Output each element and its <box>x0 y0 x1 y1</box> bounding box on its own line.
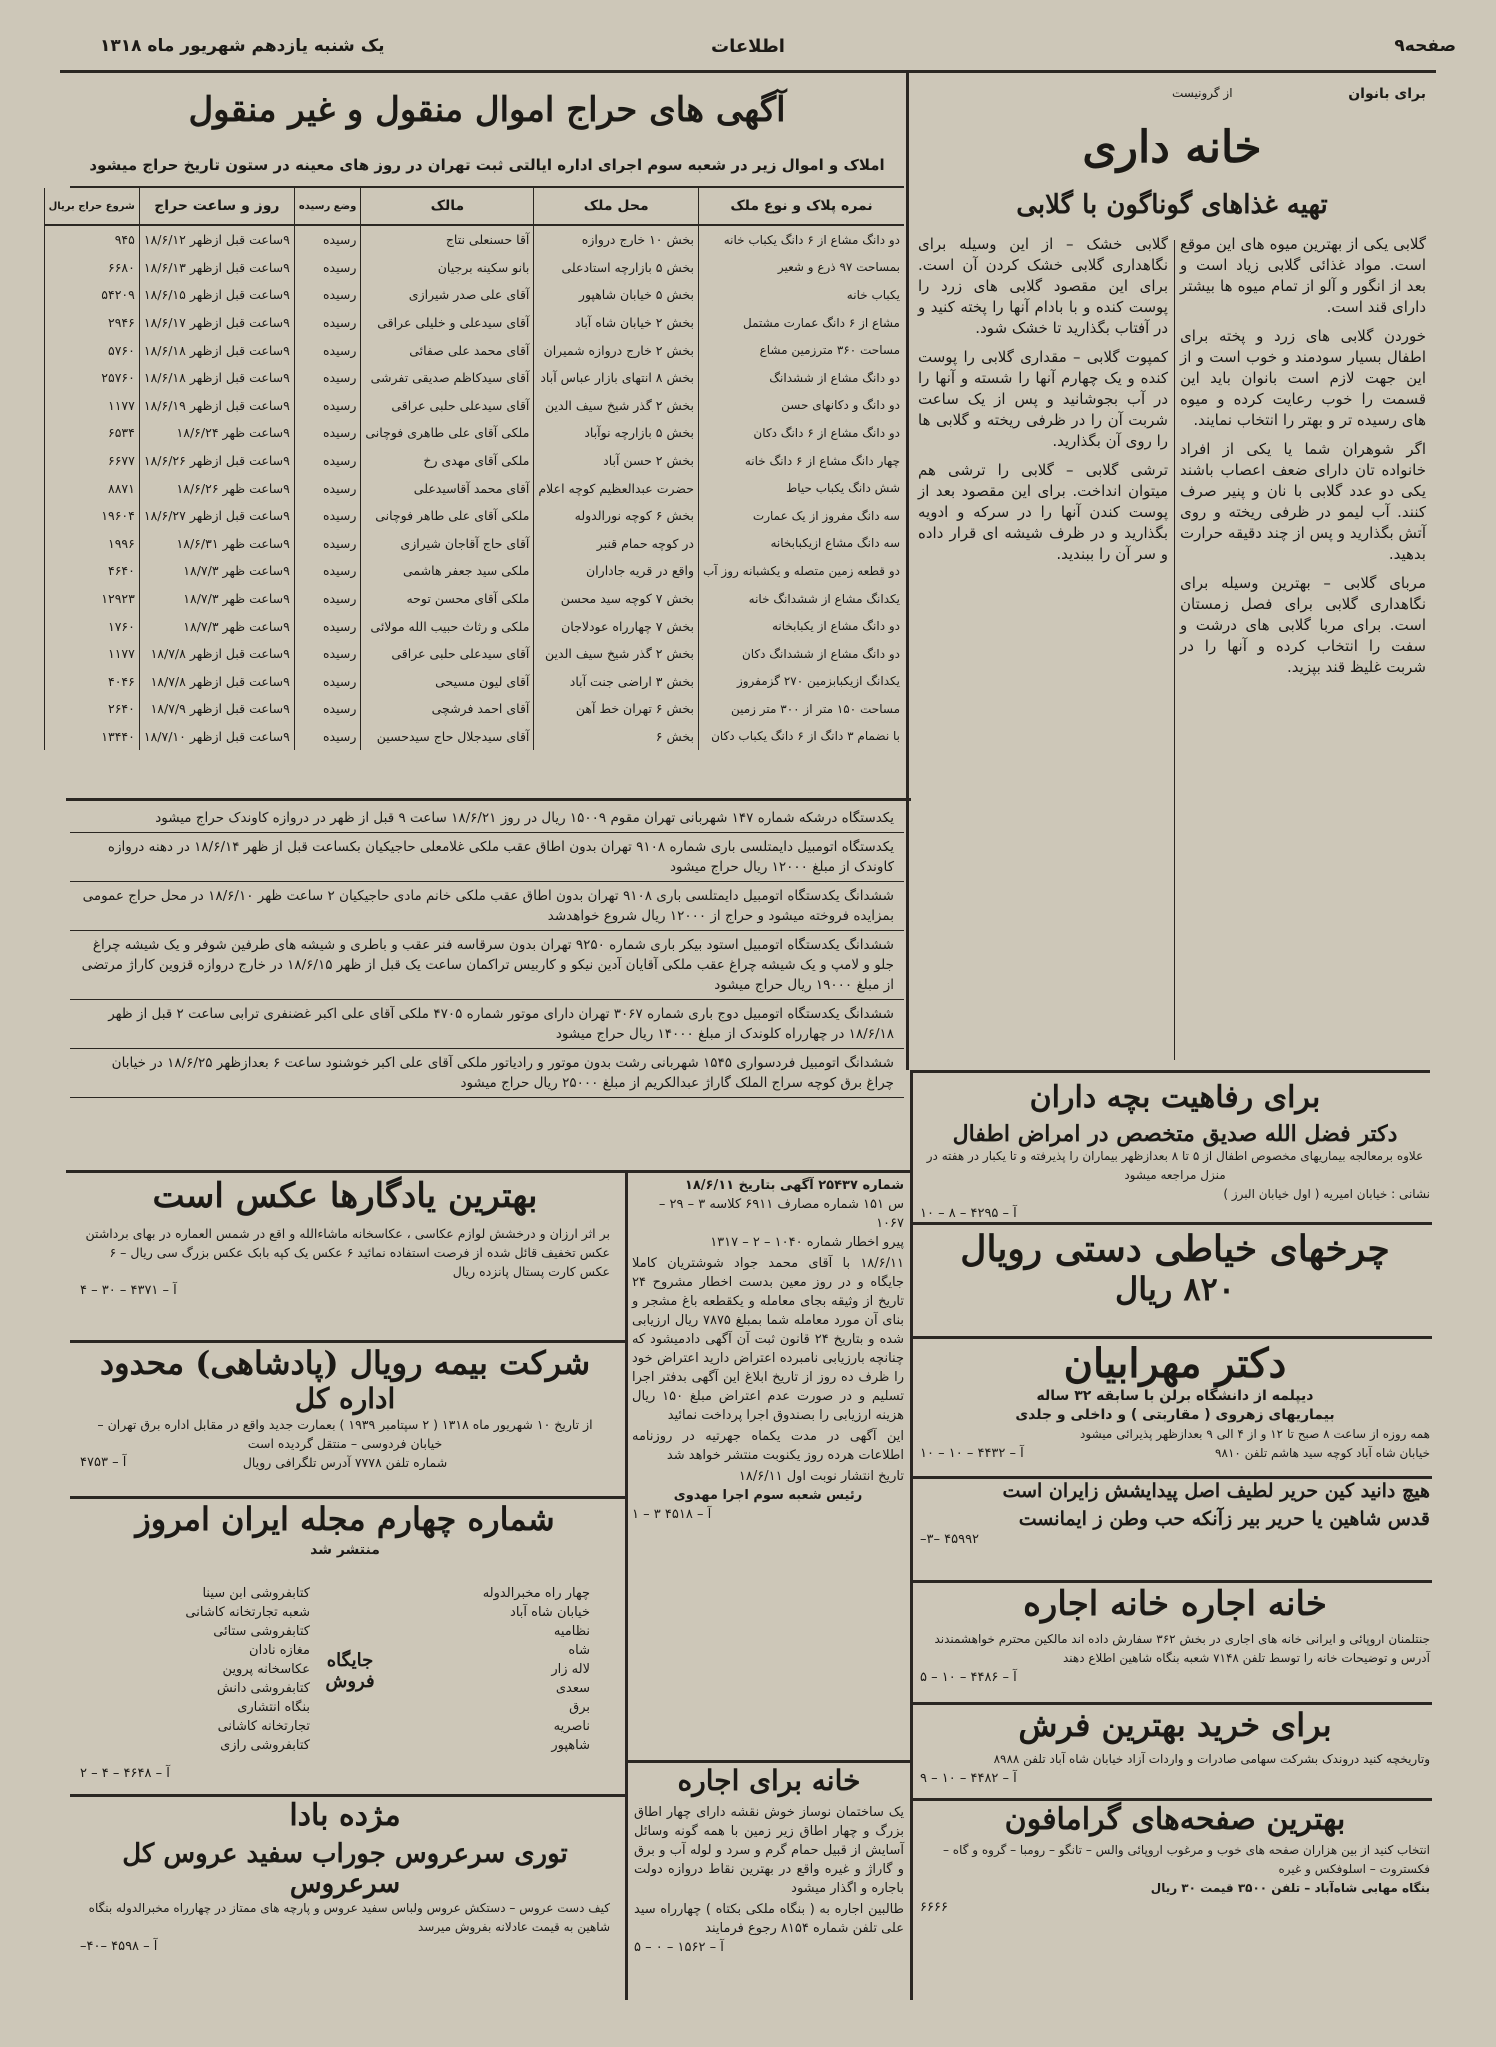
auction-cell: ۹ساعت قبل ازظهر ۱۸/۶/۲۷ <box>139 502 294 530</box>
vehicle-notice: ششدانگ یکدستگاه اتومبیل دوج باری شماره ۳۰۶۷ تهران دارای موتور شماره ۴۷۰۵ ملکی آقای علی اکبر غضنفری ترابی ساعت ۲ قبل از ظهر ۱۸/۶/۱۸ در چهارراه کلوندک از مبلغ ۱۴۰۰۰ ریال حراج میشود <box>70 1000 904 1049</box>
auction-cell: در کوچه حمام قنبر <box>534 530 699 558</box>
ad-phone: شماره تلفن ۷۷۷۸ آدرس تلگرافی رویال <box>242 1455 448 1470</box>
auction-cell: ۲۵۷۶۰ <box>44 364 139 392</box>
vehicle-notice: ششدانگ اتومبیل فردسواری ۱۵۴۵ شهربانی رشت بدون موتور و رادیاتور ملکی آقای علی اکبر خوشنود ساعت ۶ بعدازظهر ۱۸/۶/۲۵ در خیابان چراغ برق کوچه سراج الملک گاراژ عبدالکریم از مبلغ ۲۵۰۰۰ ریال حراج میشود <box>70 1049 904 1098</box>
ad-text: جنتلمنان اروپائی و ایرانی خانه های اجاری در بخش ۳۶۲ سفارش داده اند مالکین محترم خواهشمندند آدرس و توضیحات خانه را توسط تلفن ۷۱۴۸ شعبه بنگاه شاهین اطلاع دهند <box>934 1632 1430 1665</box>
auction-cell: ۱۲۹۲۳ <box>44 585 139 613</box>
place-item: کتابفروشی ستائی <box>213 1624 310 1639</box>
ad-title: بهترین صفحه‌های گرامافون <box>1004 1802 1346 1837</box>
section-divider <box>628 1760 910 1763</box>
women-section <box>912 80 1432 1070</box>
place-item: کتابفروشی ابن سینا <box>202 1586 310 1601</box>
auction-row <box>44 254 904 282</box>
notice-sub: س ۱۵۱ شماره مصارف ۶۹۱۱ کلاسه ۳ – ۲۹ – ۱۰۶۷ <box>658 1197 904 1231</box>
house-ad <box>634 1764 904 2000</box>
auction-row <box>44 723 904 751</box>
auction-cell: سه دانگ مشاع ازیکبابخانه <box>698 530 904 558</box>
header-cell: نمره پلاک و نوع ملک <box>698 188 904 225</box>
auction-cell: بخش ۷ چهارراه عودلاجان <box>534 612 699 640</box>
auction-cell: بخش ۸ انتهای بازار عباس آباد <box>534 364 699 392</box>
auction-cell: ۱۹۹۶ <box>44 530 139 558</box>
rent-ad <box>920 1584 1430 1700</box>
ad-code: آ – ۴۴۸۲ – ۱۰ – ۹ <box>920 1771 1017 1786</box>
auction-cell: ۱۷۶۰ <box>44 612 139 640</box>
ad-text: بر اثر ارزان و درخشش لوازم عکاسی ، عکاسخانه ماشاءالله و اقع در شمس العماره در بهای برداشتن عکس تخفیف قائل شده از فرصت استفاده نمائید ۶ عکس یک کپه بابک عکس بزرگ سی ریال – ۶ عکس کارت پستال پانزده ریال <box>85 1226 610 1279</box>
vehicle-notice: یکدستگاه درشکه شماره ۱۴۷ شهربانی تهران مقوم ۱۵۰۰۹ ریال در روز ۱۸/۶/۲۱ ساعت ۹ قبل از ظهر در دروازه کاوندک حراج میشود <box>70 804 904 833</box>
auction-row <box>44 640 904 668</box>
notice-sub: پیرو اخطار شماره ۱۰۴۰ – ۲ – ۱۳۱۷ <box>710 1235 904 1250</box>
auction-cell: ۴۰۴۶ <box>44 668 139 696</box>
auction-cell: بخش ۲ گذر شیخ سیف الدین <box>534 640 699 668</box>
ad-address: خیابان شاه آباد کوچه سید هاشم تلفن ۹۸۱۰ <box>1215 1446 1430 1460</box>
auction-cell: رسیده <box>294 530 361 558</box>
auction-cell: رسیده <box>294 392 361 420</box>
sewing-ad <box>920 1228 1430 1334</box>
records-ad <box>920 1802 1430 1920</box>
notice-sign: رئیس شعبه سوم اجرا مهدوی <box>673 1488 863 1503</box>
notice-header: شماره ۲۵۴۳۷ آگهی بتاریخ ۱۸/۶/۱۱ <box>684 1178 904 1193</box>
column-divider <box>910 1070 913 2000</box>
auction-cell: رسیده <box>294 474 361 502</box>
section-divider <box>70 1340 626 1343</box>
section-divider <box>910 1070 1430 1073</box>
section-divider <box>912 1476 1432 1479</box>
auction-cell: بخش ۵ بازارچه نوآباد <box>534 419 699 447</box>
auction-cell: بخش ۶ تهران خط آهن <box>534 695 699 723</box>
auction-cell: ۹ساعت قبل ازظهر ۱۸/۶/۱۲ <box>139 225 294 254</box>
inner-divider <box>1174 240 1175 1060</box>
auction-cell: ۶۶۷۷ <box>44 447 139 475</box>
auction-cell: دو دانگ مشاع از ششدانگ <box>698 364 904 392</box>
ad-title: بهترین یادگارها عکس است <box>152 1176 538 1216</box>
auction-cell: بانو سکینه برجیان <box>361 254 534 282</box>
auction-row <box>44 612 904 640</box>
auction-cell: سه دانگ مفروز از یک عمارت <box>698 502 904 530</box>
ad-text: یک ساختمان نوساز خوش نقشه دارای چهار اطاق بزرگ و چهار اطاق زیر زمین با همه گونه وسائل آسایش از قبیل حمام گرم و سرد و لوله آب و برق و گاراژ و غیره واقع در بهترین نقاط دروازه دولت باجاره و اگذار میشود <box>634 1805 904 1896</box>
source-label: از گرونیست <box>1172 86 1233 100</box>
auction-cell: رسیده <box>294 447 361 475</box>
place-item: سعدی <box>555 1681 590 1696</box>
place-item: نظامیه <box>553 1624 590 1639</box>
auction-cell: دو قطعه زمین متصله و یکشبانه روز آب <box>698 557 904 585</box>
article-paragraph: مربای گلابی – بهترین وسیله برای نگاهداری گلابی برای فصل زمستان است. برای مربا گلابی های درشت و سفت را انتخاب کرده و آنها را در شربت غلیظ قند بپزید. <box>1180 574 1426 676</box>
auction-cell: ۱۳۴۴۰ <box>44 723 139 751</box>
auction-cell: ۵۴۲۰۹ <box>44 281 139 309</box>
photo-ad <box>80 1176 610 1336</box>
section-label: برای بانوان <box>1348 86 1426 102</box>
ad-text: انتخاب کنید از بین هزاران صفحه های خوب و مرغوب اروپائی والس – تانگو – رومبا – گروه و گاه – فکستروت – اسلوفکس و غیره <box>942 1843 1430 1876</box>
auction-cell: ۲۹۴۶ <box>44 309 139 337</box>
auction-cell: آقای سیدعلی حلبی عراقی <box>361 640 534 668</box>
auction-cell: شش دانگ یکباب حیاط <box>698 474 904 502</box>
auction-cell: دو دانگ و دکانهای حسن <box>698 392 904 420</box>
article-paragraph: کمپوت گلابی – مقداری گلابی را پوست کنده و یک چهارم آنها را شسته و آنها را در آب بجوشانید و پس از یک ساعت شربت آن را در ظرفی ریخته و گلابی ها را روی آن بگذارید. <box>918 348 1168 450</box>
section-divider <box>912 1222 1432 1225</box>
ad-text: از تاریخ ۱۰ شهریور ماه ۱۳۱۸ ( ۲ سپتامبر ۱۹۳۹ ) بعمارت جدید واقع در مقابل اداره برق تهران – خیابان فردوسی – منتقل گردیده است <box>97 1417 593 1451</box>
place-item: شاه <box>568 1643 590 1658</box>
auction-cell: ۹ساعت قبل ازظهر ۱۸/۶/۱۷ <box>139 309 294 337</box>
poem-line: هیچ دانید کین حریر لطیف اصل پیدایشش زایران است <box>1002 1480 1430 1502</box>
newspaper-name: اطلاعات <box>711 36 785 57</box>
auction-intro: املاک و اموال زیر در شعبه سوم اجرای اداره ایالتی ثبت تهران در روز های معینه در ستون تاریخ حراج میشود <box>89 156 885 174</box>
column-divider <box>625 1172 628 2000</box>
auction-cell: حضرت عبدالعظیم کوچه اعلام <box>534 474 699 502</box>
ad-title: مژده بادا <box>289 1798 401 1833</box>
auction-cell: ۱۹۶۰۴ <box>44 502 139 530</box>
auction-cell: بخش ۶ کوچه نورالدوله <box>534 502 699 530</box>
auction-row <box>44 695 904 723</box>
auction-cell: آقای سیدکاظم صدیقی تفرشی <box>361 364 534 392</box>
auction-cell: ۸۸۷۱ <box>44 474 139 502</box>
ad-title: شرکت بیمه رویال (پادشاهی) محدود <box>99 1344 591 1382</box>
issue-date: یک شنبه یازدهم شهریور ماه ۱۳۱۸ <box>100 36 385 56</box>
women-col-right <box>1180 234 1426 1064</box>
auction-cell: رسیده <box>294 640 361 668</box>
place-item: بنگاه انتشاری <box>237 1700 310 1715</box>
auction-row <box>44 281 904 309</box>
ad-title: برای خرید بهترین فرش <box>1018 1706 1332 1744</box>
auction-cell: بخش ۱۰ خارج دروازه <box>534 225 699 254</box>
auction-cell: ۲۶۴۰ <box>44 695 139 723</box>
places-left <box>140 1584 310 1755</box>
auction-row <box>44 502 904 530</box>
ad-code: آ – ۴۶۴۸ – ۴ – ۲ <box>80 1766 170 1781</box>
auction-row <box>44 447 904 475</box>
ad-title: برای رفاهیت بچه داران <box>1029 1080 1321 1115</box>
auction-cell: بخش ۲ گذر شیخ سیف الدین <box>534 392 699 420</box>
auction-cell: رسیده <box>294 364 361 392</box>
header-cell: محل ملک <box>534 188 699 225</box>
auction-cell: ۹ساعت قبل ازظهر ۱۸/۶/۱۵ <box>139 281 294 309</box>
auction-cell: ۹ساعت ظهر ۱۸/۷/۳ <box>139 557 294 585</box>
auction-cell: ۹ساعت قبل ازظهر ۱۸/۷/۱۰ <box>139 723 294 751</box>
auction-cell: بمساحت ۹۷ ذرع و شعیر <box>698 254 904 282</box>
auction-row <box>44 225 904 254</box>
auction-cell: ۹ساعت ظهر ۱۸/۷/۳ <box>139 585 294 613</box>
vehicle-auctions <box>70 804 904 1166</box>
mehrabian-ad <box>920 1340 1430 1474</box>
auction-header-row <box>44 188 904 225</box>
article-paragraph: گلابی یکی از بهترین میوه های این موقع است. مواد غذائی گلابی زیاد است و بعد از انگور و آلو از تمام میوه ها بیشتر دارای قند است. <box>1180 235 1426 316</box>
auction-row <box>44 585 904 613</box>
ad-subtitle: اداره کل <box>294 1382 396 1415</box>
auction-cell: آقا حسنعلی نتاج <box>361 225 534 254</box>
auction-cell: رسیده <box>294 225 361 254</box>
auction-table <box>44 188 904 750</box>
auction-cell: آقای علی صدر شیرازی <box>361 281 534 309</box>
auction-cell: رسیده <box>294 723 361 751</box>
children-ad <box>920 1080 1430 1220</box>
auction-cell: چهار دانگ مشاع از ۶ دانگ خانه <box>698 447 904 475</box>
silk-ad <box>920 1480 1430 1578</box>
auction-cell: با نضمام ۳ دانگ از ۶ دانگ یکباب دکان <box>698 723 904 751</box>
auction-cell: بخش ۵ خیابان شاهپور <box>534 281 699 309</box>
place-item: کتابفروشی دانش <box>216 1681 310 1696</box>
auction-cell: بخش ۶ <box>534 723 699 751</box>
auction-cell: ۹ساعت قبل ازظهر ۱۸/۶/۱۸ <box>139 364 294 392</box>
auction-cell: واقع در قریه جاداران <box>534 557 699 585</box>
auction-cell: بخش ۷ کوچه سید محسن <box>534 585 699 613</box>
auction-cell: رسیده <box>294 502 361 530</box>
auction-row <box>44 557 904 585</box>
auction-cell: ۹ساعت قبل ازظهر ۱۸/۷/۸ <box>139 640 294 668</box>
auction-cell: دو دانگ مشاع از ۶ دانگ دکان <box>698 419 904 447</box>
place-item: مغازه نادان <box>249 1643 310 1658</box>
auction-section <box>48 80 904 792</box>
ad-title: شماره چهارم مجله ایران امروز <box>135 1500 555 1538</box>
article-paragraph: ترشی گلابی – گلابی را ترشی هم میتوان انداخت. برای این مقصود بعد از پوست کندن آنها را در سرکه و ادویه بگذارید و در ظرف شیشه ای قرار داده و سر آن را ببندید. <box>918 461 1168 563</box>
ad-slogan: توری سرعروس جوراب سفید عروس کل سرعروس <box>122 1839 568 1899</box>
ad-title: چرخهای خیاطی دستی رویال <box>960 1228 1390 1270</box>
insurance-ad <box>80 1344 610 1494</box>
auction-cell: ۹ساعت قبل ازظهر ۱۸/۷/۹ <box>139 695 294 723</box>
ad-code: آ – ۴۲۹۵ – ۸ – ۱۰ <box>920 1206 1017 1221</box>
section-divider <box>70 1496 626 1499</box>
ad-text: وتاریخچه کنید دروندک بشرکت سهامی صادرات و واردات آزاد خیابان شاه آباد تلفن ۸۹۸۸ <box>993 1752 1430 1766</box>
place-item: شعبه تجارتخانه کاشانی <box>185 1605 310 1620</box>
auction-cell: ۹ساعت قبل ازظهر ۱۸/۶/۱۹ <box>139 392 294 420</box>
auction-cell: آقای حاج آقاجان شیرازی <box>361 530 534 558</box>
auction-table-wrap <box>48 186 904 790</box>
gift-ad <box>80 1798 610 1978</box>
auction-cell: بخش ۲ حسن آباد <box>534 447 699 475</box>
ad-contact: طالبین اجاره به ( بنگاه ملکی بکتاه ) چهارراه سید علی تلفن شماره ۸۱۵۴ رجوع فرمایند <box>634 1902 904 1936</box>
auction-cell: دو دانگ مشاع از یکبابخانه <box>698 612 904 640</box>
court-notice <box>632 1176 904 1756</box>
auction-cell: ۹ساعت قبل ازظهر ۱۸/۶/۱۳ <box>139 254 294 282</box>
auction-cell: ۴۶۴۰ <box>44 557 139 585</box>
notice-text: ۱۸/۶/۱۱ با آقای محمد جواد شوشتریان کاملا جایگاه و در روز معین بدست اخطار مشروح ۲۴ تاریخ از وثیقه بجای معامله و یکقطعه باغ مشجر و بنای آن مورد معامله شما بمبلغ ۷۸۷۵ ریال ارزیابی شده و بتاریخ ۲۴ قانون ثبت آن آگهی دادمیشود که چنانچه بارزیابی نامبرده اعتراض دارید اعتراض خود را ظرف ده روز از تاریخ ابلاغ این آگهی بدفتر اجرا تسلیم و در صورت عدم اعتراض مبلغ ۱۵۰ ریال هزینه ارزیابی را بصندوق اجرا پرداخت نمائید <box>632 1256 905 1423</box>
auction-cell: یکدانگ ازیکبابزمین ۲۷۰ گزمفروز <box>698 668 904 696</box>
women-title: خانه داری <box>1082 122 1262 173</box>
auction-cell: آقای سیدعلی و خلیلی عراقی <box>361 309 534 337</box>
ad-price: ۸۲۰ ریال <box>1114 1270 1236 1308</box>
auction-cell: مساحت ۱۵۰ متر از ۳۰۰ متر زمین <box>698 695 904 723</box>
ad-subtitle: منتشر شد <box>310 1542 380 1558</box>
auction-cell: آقای سیدعلی حلبی عراقی <box>361 392 534 420</box>
article-paragraph: خوردن گلابی های زرد و پخته برای اطفال بسیار سودمند و خوب است و از این جهت لازم است بانوان باید این قسمت را خوب رعایت کرده و میوه های رسیده تر و بهتر را انتخاب نمایند. <box>1180 327 1426 429</box>
place-item: تجارتخانه کاشانی <box>217 1719 310 1734</box>
women-col-left <box>918 234 1168 1064</box>
auction-row <box>44 474 904 502</box>
ad-title: خانه اجاره خانه اجاره <box>1023 1584 1327 1624</box>
ad-line: بیماریهای زهروی ( مقاربتی ) و داخلی و جلدی <box>1015 1407 1335 1423</box>
auction-cell: ۹ساعت قبل ازظهر ۱۸/۶/۲۶ <box>139 447 294 475</box>
auction-row <box>44 392 904 420</box>
auction-cell: رسیده <box>294 254 361 282</box>
auction-cell: یکباب خانه <box>698 281 904 309</box>
auction-cell: ملکی آقای مهدی رخ <box>361 447 534 475</box>
auction-row <box>44 364 904 392</box>
auction-cell: بخش ۲ خارج دروازه شمیران <box>534 336 699 364</box>
ad-line: دیپلمه از دانشگاه برلن با سابقه ۳۲ ساله <box>1036 1388 1314 1404</box>
ad-code: آ – ۴۴۸۶ – ۱۰ – ۵ <box>920 1670 1017 1685</box>
ad-code: آ – ۴۵۹۸ –۴۰– <box>80 1939 158 1954</box>
header-cell: شروع حراج بریال <box>44 188 139 225</box>
header-cell: وضع رسیده <box>294 188 361 225</box>
auction-title: آگهی های حراج اموال منقول و غیر منقول <box>188 90 786 130</box>
auction-cell: ۹ساعت قبل ازظهر ۱۸/۷/۸ <box>139 668 294 696</box>
ad-footer: بنگاه مهابی شاه‌آباد – تلفن ۳۵۰۰ قیمت ۳۰ ریال <box>1150 1881 1430 1895</box>
section-divider <box>66 1170 911 1173</box>
auction-cell: رسیده <box>294 612 361 640</box>
auction-cell: ۹۴۵ <box>44 225 139 254</box>
section-divider <box>66 798 911 801</box>
place-item: لاله زار <box>551 1662 590 1677</box>
auction-cell: ۹ساعت قبل ازظهر ۱۸/۶/۱۸ <box>139 336 294 364</box>
section-divider <box>912 1798 1432 1801</box>
column-divider <box>906 72 909 1070</box>
article-paragraph: اگر شوهران شما یا یکی از افراد خانواده تان دارای ضعف اعصاب باشند یکی دو عدد گلابی با نان و پنیر صرف کنند. آب لیمو در ظرفی ریخته و روی آتش بگذارید و پس از چند دقیقه حرارت بدهید. <box>1180 440 1426 563</box>
auction-row <box>44 530 904 558</box>
place-item: برق <box>569 1700 590 1715</box>
auction-cell: ۹ساعت ظهر ۱۸/۷/۳ <box>139 612 294 640</box>
auction-cell: بخش ۲ خیابان شاه آباد <box>534 309 699 337</box>
vehicle-notice: یکدستگاه اتومبیل دایمتلسی باری شماره ۹۱۰۸ تهران بدون اطاق عقب ملکی غلامعلی حاجیکیان بکساعت قبل از ظهر ۱۸/۶/۱۴ در دهنه دروازه کاوندک از مبلغ ۱۲۰۰۰ ریال حراج میشود <box>70 833 904 882</box>
auction-cell: ۶۶۸۰ <box>44 254 139 282</box>
auction-cell: ملکی سید جعفر هاشمی <box>361 557 534 585</box>
header-cell: روز و ساعت حراج <box>139 188 294 225</box>
ad-code: آ – ۴۵۱۸ ۳ – ۱ <box>632 1507 712 1522</box>
auction-cell: بخش ۵ بازارچه استادعلی <box>534 254 699 282</box>
ad-title: دکتر مهرابیان <box>1063 1340 1287 1387</box>
auction-cell: ۶۵۳۴ <box>44 419 139 447</box>
ad-title: خانه برای اجاره <box>677 1764 861 1797</box>
auction-cell: ملکی آقای علی طاهر فوچانی <box>361 502 534 530</box>
vehicle-notice: ششدانگ یکدستگاه اتومبیل دایمتلسی باری ۹۱۰۸ تهران بدون اطاق عقب ملکی خانم مادی حاجیکیان ۲ ساعت ظهر ۱۸/۶/۱۰ در محل حراج عمومی بمزایده فروخته میشود و حراج از ۱۲۰۰۰ ریال شروع خواهدشد <box>70 882 904 931</box>
section-divider <box>912 1580 1432 1583</box>
place-item: ناصریه <box>553 1719 590 1734</box>
ad-line: همه روزه از ساعت ۸ صبح تا ۱۲ و از ۴ الی ۹ بعدازظهر پذیرائی میشود <box>1080 1427 1430 1441</box>
ad-address: نشانی : خیابان امیریه ( اول خیابان البرز ) <box>1223 1187 1430 1201</box>
ad-code: ۴۵۹۹۲ –۳– <box>920 1532 980 1547</box>
auction-row <box>44 668 904 696</box>
auction-row <box>44 309 904 337</box>
ad-code: آ – ۱۵۶۲ – ۰ – ۵ <box>634 1940 724 1955</box>
auction-cell: ملکی و رثاث حبیب الله مولائی <box>361 612 534 640</box>
auction-cell: رسیده <box>294 281 361 309</box>
auction-cell: مساحت ۳۶۰ مترزمین مشاع <box>698 336 904 364</box>
place-item: خیابان شاه آباد <box>510 1605 590 1620</box>
auction-cell: ۵۷۶۰ <box>44 336 139 364</box>
auction-cell: رسیده <box>294 668 361 696</box>
section-divider <box>70 1794 626 1797</box>
auction-cell: ملکی آقای محسن توحه <box>361 585 534 613</box>
section-divider <box>912 1336 1432 1339</box>
auction-cell: رسیده <box>294 309 361 337</box>
auction-cell: رسیده <box>294 695 361 723</box>
auction-cell: یکدانگ مشاع از ششدانگ خانه <box>698 585 904 613</box>
auction-cell: رسیده <box>294 336 361 364</box>
ad-code: ۶۶۶۶ <box>920 1900 948 1915</box>
auction-cell: آقای محمد آقاسیدعلی <box>361 474 534 502</box>
places-heading: جایگاه فروش <box>325 1650 375 1692</box>
places-right <box>430 1584 590 1755</box>
magazine-ad <box>80 1500 610 1790</box>
auction-cell: مشاع از ۶ دانگ عمارت مشتمل <box>698 309 904 337</box>
auction-cell: دو دانگ مشاع از ششدانگ دکان <box>698 640 904 668</box>
carpet-ad <box>920 1706 1430 1794</box>
poem-line: قدس شاهین یا حریر بیر زآنکه حب وطن ز ایمانست <box>1018 1508 1430 1530</box>
auction-cell: ۹ساعت ظهر ۱۸/۶/۲۶ <box>139 474 294 502</box>
ad-line: علاوه برمعالجه بیماریهای مخصوص اطفال از ۵ تا ۸ بعدازظهر بیماران را پذیرفته و تا یکبار در هفته در منزل مراجعه میشود <box>926 1149 1424 1182</box>
place-item: کتابفروشی رازی <box>220 1738 310 1753</box>
auction-cell: آقای لیون مسیحی <box>361 668 534 696</box>
place-item: چهار راه مخبرالدوله <box>482 1586 590 1601</box>
auction-cell: دو دانگ مشاع از ۶ دانگ یکباب خانه <box>698 225 904 254</box>
notice-date: تاریخ انتشار نوبت اول ۱۸/۶/۱۱ <box>738 1469 904 1484</box>
auction-cell: آقای محمد علی صفائی <box>361 336 534 364</box>
ad-text: کیف دست عروس – دستکش عروس ولباس سفید عروس و پارچه های ممتاز در چهارراه مخبرالدوله بنگاه شاهین به قیمت عادلانه بفروش میرسد <box>88 1901 610 1934</box>
section-divider <box>912 1702 1432 1705</box>
auction-cell: رسیده <box>294 419 361 447</box>
auction-cell: رسیده <box>294 585 361 613</box>
auction-cell: ملکی آقای علی طاهری فوچانی <box>361 419 534 447</box>
vehicle-notice: ششدانگ یکدستگاه اتومبیل استود بیکر باری شماره ۹۲۵۰ تهران بدون سرقاسه فنر عقب و باطری و شیشه های طرفین شوفر و یک شیشه چراغ جلو و لامپ و یک شیشه چراغ عقب ملکی آقایان آدین نیکو و کاربیس تراکمان ساعت یک قبل از ظهر ۱۸/۶/۱۵ در خارج دروازه قزوین کاراژ مرتضی از مبلغ ۱۹۰۰۰ ریال حراج میشود <box>70 931 904 1000</box>
auction-cell: آقای احمد فرشچی <box>361 695 534 723</box>
page-number: صفحه۹ <box>1394 36 1456 56</box>
place-item: شاهپور <box>551 1738 590 1753</box>
ad-code: آ – ۴۴۳۲ – ۱۰ – ۱۰ <box>920 1446 1024 1461</box>
notice-note: این آگهی در مدت یکماه جهرتیه در روزنامه اطلاعات هرده روز یکنوبت منتشر خواهد شد <box>632 1429 904 1463</box>
header-cell: مالک <box>361 188 534 225</box>
ad-code: آ – ۴۳۷۱ – ۳۰ – ۴ <box>80 1283 177 1298</box>
article-paragraph: گلابی خشک – از این وسیله برای نگاهداری گلابی خشک کردن آن است. برای این مقصود گلابی های زرد را پوست کنده و با بادام آنها را پخته کنید و در آفتاب بگذارید تا خشک شود. <box>918 235 1168 337</box>
ad-doctor: دکتر فضل الله صدیق متخصص در امراض اطفال <box>952 1121 1398 1147</box>
auction-cell: بخش ۳ اراضی جنت آباد <box>534 668 699 696</box>
women-subtitle: تهیه غذاهای گوناگون با گلابی <box>1016 190 1328 220</box>
auction-cell: ۱۱۷۷ <box>44 640 139 668</box>
auction-row <box>44 419 904 447</box>
masthead-rule <box>60 70 1436 73</box>
auction-row <box>44 336 904 364</box>
ad-code: آ – ۴۷۵۳ <box>80 1455 127 1470</box>
auction-cell: آقای سیدجلال حاج سیدحسین <box>361 723 534 751</box>
auction-cell: ۹ساعت ظهر ۱۸/۶/۲۴ <box>139 419 294 447</box>
auction-cell: ۹ساعت ظهر ۱۸/۶/۳۱ <box>139 530 294 558</box>
place-item: عکاسخانه پروین <box>222 1662 310 1677</box>
auction-cell: ۱۱۷۷ <box>44 392 139 420</box>
auction-cell: رسیده <box>294 557 361 585</box>
